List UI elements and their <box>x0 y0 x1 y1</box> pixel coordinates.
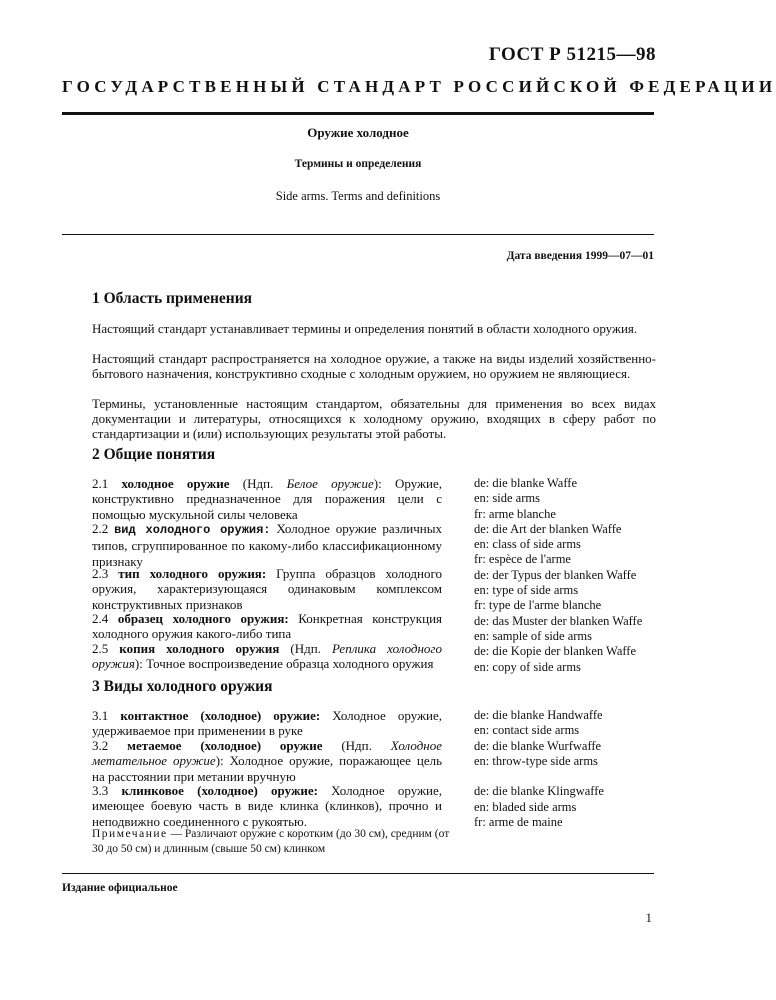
document-title: Оружие холодное <box>307 125 409 140</box>
document-subtitle: Термины и определения <box>294 158 422 170</box>
term-number: 2.4 <box>92 611 109 626</box>
term-entry <box>92 521 442 569</box>
term-entry <box>92 783 442 829</box>
ndp-term: Холодное метательное оружие <box>92 738 443 769</box>
term: вид холодного оружия: <box>114 523 271 537</box>
foreign-equivalent: fr: arme de maine <box>474 815 563 830</box>
foreign-equivalent: de: die Kopie der blanken Waffe <box>474 644 637 659</box>
ndp-term: Белое оружие <box>286 476 374 491</box>
foreign-equivalent: en: type of side arms <box>474 583 579 598</box>
note-label: Примечание <box>92 828 168 840</box>
term-definition: Группа образцов холодного оружия, характеризующаяся одинаковым комплексом конструктивных признаков <box>92 566 442 612</box>
spacer <box>474 769 674 784</box>
note-text: — Различают оружие с коротким (до 30 см), средним (от 30 до 50 см) и длинным (свыше 50 см) клинком <box>92 828 450 855</box>
term-number: 3.3 <box>92 783 109 798</box>
term-number: 2.5 <box>92 641 109 656</box>
foreign-equivalent: en: side arms <box>474 491 540 506</box>
section-2-equivalents <box>474 476 674 675</box>
section-1-paragraph: Настоящий стандарт устанавливает термины и определения понятий в области холодного оружия. <box>92 321 638 336</box>
foreign-equivalent: en: contact side arms <box>474 723 580 738</box>
term-definition: ): Оружие, конструктивно предназначенное для поражения цели с помощью мускульной силы человека <box>92 476 442 522</box>
term-number: 3.1 <box>92 708 109 723</box>
term: холодное оружие <box>121 476 230 491</box>
section-1-paragraph: Настоящий стандарт распространяется на холодное оружие, а также на виды изделий хозяйственно-бытового назначения, конструктивно сходные с холодным оружием, но оружием не являющиеся. <box>92 351 656 381</box>
introduction-date: Дата введения 1999—07—01 <box>506 250 654 262</box>
foreign-equivalent: fr: espèce de l'arme <box>474 552 571 567</box>
term: копия холодного оружия <box>119 641 280 656</box>
section-3-definitions <box>92 708 442 829</box>
header-rule <box>62 112 654 115</box>
doc-code: ГОСТ Р 51215—98 <box>488 44 656 65</box>
section-1-paragraph: Термины, установленные настоящим стандартом, обязательны для применения во всех видах документации и литературы, относящихся к холодному оружию, входящих в сферу работ по стандартизации и (или) использующих результаты этой работы. <box>92 396 656 441</box>
foreign-equivalent: de: das Muster der blanken Waffe <box>474 613 643 628</box>
ndp-prefix: (Ндп. <box>229 476 287 491</box>
foreign-equivalent: en: sample of side arms <box>474 628 593 643</box>
term: тип холодного оружия: <box>118 566 267 581</box>
section-1-heading: 1 Область применения <box>92 290 253 307</box>
standard-title: ГОСУДАРСТВЕННЫЙ СТАНДАРТ РОССИЙСКОЙ ФЕДЕРАЦИИ <box>62 77 776 96</box>
foreign-equivalent: de: die blanke Klingwaffe <box>474 784 604 799</box>
term: клинковое (холодное) оружие: <box>121 783 318 798</box>
term-definition: Холодное оружие различных типов, сгруппированное по какому-либо классификационному признаку <box>92 521 442 569</box>
document-title-en: Side arms. Terms and definitions <box>275 189 441 203</box>
term-entry <box>92 708 442 738</box>
foreign-equivalent: de: die Art der blanken Waffe <box>474 521 622 536</box>
foreign-equivalent: fr: type de l'arme blanche <box>474 598 602 613</box>
foreign-equivalent: de: die blanke Wurfwaffe <box>474 738 602 753</box>
edition-label: Издание официальное <box>62 882 178 894</box>
term-number: 2.2 <box>92 521 109 536</box>
ndp-term: Реплика холодного оружия <box>92 641 443 672</box>
title-rule <box>62 234 654 235</box>
footer-rule <box>62 873 654 874</box>
ndp-prefix: (Ндп. <box>322 738 391 753</box>
term: метаемое (холодное) оружие <box>127 738 323 753</box>
foreign-equivalent: de: die blanke Waffe <box>474 476 578 490</box>
term: образец холодного оружия: <box>117 611 289 626</box>
foreign-equivalent: en: bladed side arms <box>474 799 577 814</box>
foreign-equivalent: de: die blanke Handwaffe <box>474 708 603 722</box>
foreign-equivalent: de: der Typus der blanken Waffe <box>474 567 637 582</box>
section-3-equivalents <box>474 708 674 830</box>
ndp-prefix: (Ндп. <box>279 641 332 656</box>
section-2-definitions <box>92 476 442 672</box>
term-definition: Конкретная конструкция холодного оружия какого-либо типа <box>92 611 443 642</box>
term-definition: ): Точное воспроизведение образца холодного оружия <box>134 656 434 672</box>
term-entry <box>92 566 442 611</box>
section-3-heading: 3 Виды холодного оружия <box>92 678 273 695</box>
foreign-equivalent: en: throw-type side arms <box>474 753 598 768</box>
term-definition: Холодное оружие, имеющее боевую часть в виде клинка (клинков), прочно и неподвижно соединенного с рукоятью. <box>92 783 442 829</box>
term-number: 2.1 <box>92 476 109 491</box>
foreign-equivalent: en: class of side arms <box>474 537 581 552</box>
foreign-equivalent: fr: arme blanche <box>474 506 556 521</box>
term-number: 2.3 <box>92 566 109 581</box>
term-entry <box>92 611 442 641</box>
term-definition: ): Холодное оружие, поражающее цель на расстоянии при метании вручную <box>92 753 443 784</box>
term-definition: Холодное оружие, удерживаемое при применении в руке <box>92 708 442 739</box>
term: контактное (холодное) оружие: <box>120 708 321 723</box>
page-number: 1 <box>645 910 652 925</box>
section-2-heading: 2 Общие понятия <box>92 446 216 463</box>
note <box>92 827 452 857</box>
term-entry <box>92 476 442 521</box>
term-entry <box>92 738 442 783</box>
term-entry <box>92 641 442 672</box>
term-number: 3.2 <box>92 738 109 753</box>
foreign-equivalent: en: copy of side arms <box>474 659 581 674</box>
